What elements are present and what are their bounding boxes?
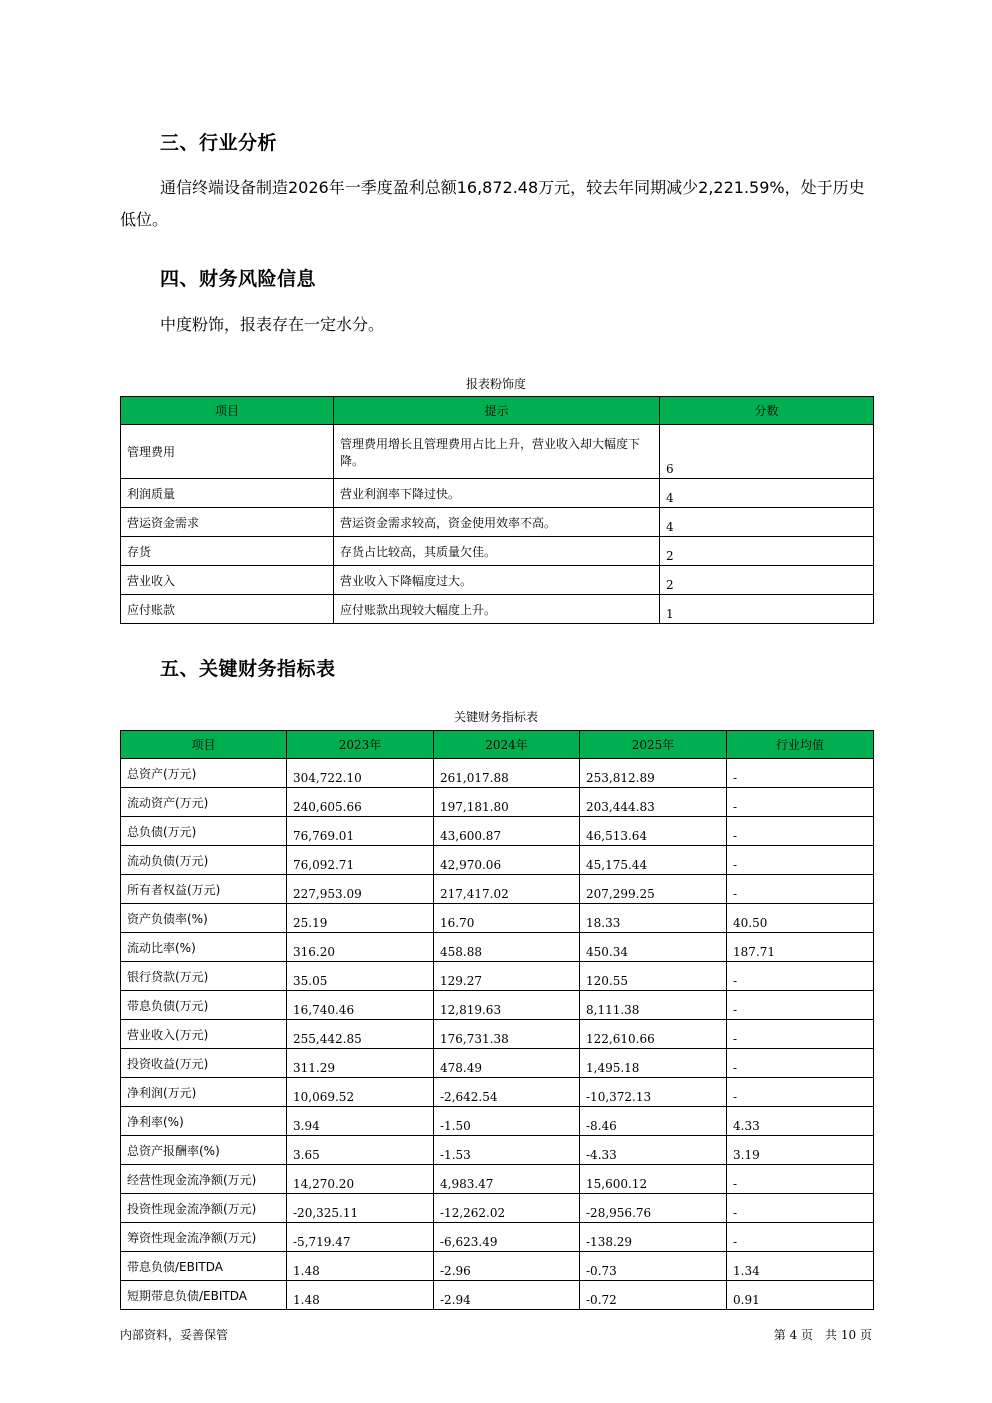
table-cell: 8,111.38	[580, 991, 727, 1020]
table-cell: -	[727, 1194, 874, 1223]
table-cell: 15,600.12	[580, 1165, 727, 1194]
table-cell: 应付账款出现较大幅度上升。	[334, 595, 660, 624]
section3-heading: 三、行业分析	[160, 132, 278, 154]
table-cell: 利润质量	[121, 479, 334, 508]
table-row	[121, 991, 874, 1020]
page-suffix: 页	[859, 1328, 872, 1342]
table-cell: 3.65	[287, 1136, 434, 1165]
table-cell: 资产负债率(%)	[121, 904, 287, 933]
table-cell: -1.50	[434, 1107, 580, 1136]
table-cell: 450.34	[580, 933, 727, 962]
table-cell: 203,444.83	[580, 788, 727, 817]
table-cell: -8.46	[580, 1107, 727, 1136]
table-row	[121, 425, 874, 479]
table-cell: 42,970.06	[434, 846, 580, 875]
table-row	[121, 595, 874, 624]
table-cell: 营业收入	[121, 566, 334, 595]
table-cell: 带息负债/EBITDA	[121, 1252, 287, 1281]
table-cell: 0.91	[727, 1281, 874, 1310]
table-cell: 76,769.01	[287, 817, 434, 846]
table-row	[121, 788, 874, 817]
table-cell: -2.96	[434, 1252, 580, 1281]
table-row	[121, 1078, 874, 1107]
table-cell: 营业利润率下降过快。	[334, 479, 660, 508]
table-cell: 16,740.46	[287, 991, 434, 1020]
table-cell: 12,819.63	[434, 991, 580, 1020]
table-cell: -	[727, 1078, 874, 1107]
table-cell: 45,175.44	[580, 846, 727, 875]
table-cell: 1.34	[727, 1252, 874, 1281]
table-cell: 3.94	[287, 1107, 434, 1136]
table-header-row	[121, 731, 874, 759]
table-cell: -	[727, 1165, 874, 1194]
table-cell: -6,623.49	[434, 1223, 580, 1252]
table-cell: -	[727, 817, 874, 846]
footer-page-number	[774, 1326, 872, 1343]
table-cell: -	[727, 1020, 874, 1049]
table-header-row	[121, 397, 874, 425]
table-cell: 6	[660, 425, 874, 479]
table-cell: 投资性现金流净额(万元)	[121, 1194, 287, 1223]
table-row	[121, 875, 874, 904]
table-cell: -	[727, 759, 874, 788]
table-cell: -	[727, 1223, 874, 1252]
industry-analysis-paragraph: 通信终端设备制造2026年一季度盈利总额16,872.48万元，较去年同期减少2,221.59%，处于历史低位。	[120, 178, 865, 229]
column-header: 2023年	[287, 731, 434, 759]
table-cell: -	[727, 875, 874, 904]
table-cell: 46,513.64	[580, 817, 727, 846]
column-header: 项目	[121, 397, 334, 425]
table-cell: 总负债(万元)	[121, 817, 287, 846]
table-cell: 所有者权益(万元)	[121, 875, 287, 904]
table-row	[121, 1049, 874, 1078]
whitewash-table	[120, 396, 874, 624]
table-cell: -	[727, 846, 874, 875]
table-cell: 4	[660, 479, 874, 508]
table-cell: -1.53	[434, 1136, 580, 1165]
table-cell: 2	[660, 537, 874, 566]
footer-confidential-note: 内部资料，妥善保管	[120, 1328, 229, 1342]
table-cell: 120.55	[580, 962, 727, 991]
table-cell: 253,812.89	[580, 759, 727, 788]
table-row	[121, 1165, 874, 1194]
table-cell: 管理费用增长且管理费用占比上升，营业收入却大幅度下降。	[334, 425, 660, 479]
table-cell: -	[727, 788, 874, 817]
table-cell: 4,983.47	[434, 1165, 580, 1194]
table-cell: 4.33	[727, 1107, 874, 1136]
table-cell: 217,417.02	[434, 875, 580, 904]
page-total: 10	[840, 1328, 857, 1342]
table-cell: 25.19	[287, 904, 434, 933]
table-cell: 1.48	[287, 1252, 434, 1281]
table-cell: 478.49	[434, 1049, 580, 1078]
table-cell: 应付账款	[121, 595, 334, 624]
column-header: 2024年	[434, 731, 580, 759]
table-cell: -2.94	[434, 1281, 580, 1310]
table-cell: 458.88	[434, 933, 580, 962]
column-header: 2025年	[580, 731, 727, 759]
table-cell: 1.48	[287, 1281, 434, 1310]
table-cell: 3.19	[727, 1136, 874, 1165]
table-row	[121, 566, 874, 595]
table-row	[121, 1281, 874, 1310]
table-cell: 129.27	[434, 962, 580, 991]
table-cell: 流动资产(万元)	[121, 788, 287, 817]
table-cell: 311.29	[287, 1049, 434, 1078]
table-cell: 1	[660, 595, 874, 624]
table-cell: 10,069.52	[287, 1078, 434, 1107]
table-row	[121, 962, 874, 991]
table-row	[121, 1136, 874, 1165]
risk-summary-paragraph: 中度粉饰，报表存在一定水分。	[160, 315, 385, 334]
table-row	[121, 933, 874, 962]
table-cell: 261,017.88	[434, 759, 580, 788]
table-row	[121, 537, 874, 566]
table-row	[121, 1252, 874, 1281]
table-cell: 304,722.10	[287, 759, 434, 788]
table-cell: -	[727, 962, 874, 991]
column-header: 提示	[334, 397, 660, 425]
table-cell: -	[727, 991, 874, 1020]
table-cell: 短期带息负债/EBITDA	[121, 1281, 287, 1310]
page-prefix: 第	[773, 1328, 786, 1342]
table-cell: 40.50	[727, 904, 874, 933]
table-cell: 经营性现金流净额(万元)	[121, 1165, 287, 1194]
table-row	[121, 1223, 874, 1252]
table-row	[121, 479, 874, 508]
column-header: 行业均值	[727, 731, 874, 759]
table-cell: -4.33	[580, 1136, 727, 1165]
table-cell: -0.72	[580, 1281, 727, 1310]
table-cell: 122,610.66	[580, 1020, 727, 1049]
table-cell: -0.73	[580, 1252, 727, 1281]
table-row	[121, 759, 874, 788]
table-cell: -5,719.47	[287, 1223, 434, 1252]
table-cell: 35.05	[287, 962, 434, 991]
table-cell: 营业收入下降幅度过大。	[334, 566, 660, 595]
table-cell: 银行贷款(万元)	[121, 962, 287, 991]
table-row	[121, 817, 874, 846]
table-cell: 4	[660, 508, 874, 537]
table-cell: 营业收入(万元)	[121, 1020, 287, 1049]
table-cell: 18.33	[580, 904, 727, 933]
whitewash-table-caption: 报表粉饰度	[465, 377, 526, 391]
table-cell: -138.29	[580, 1223, 727, 1252]
table-cell: 14,270.20	[287, 1165, 434, 1194]
table-cell: 总资产报酬率(%)	[121, 1136, 287, 1165]
table-cell: 255,442.85	[287, 1020, 434, 1049]
table-row	[121, 508, 874, 537]
table-cell: 流动比率(%)	[121, 933, 287, 962]
table-cell: 存货	[121, 537, 334, 566]
table-cell: 存货占比较高，其质量欠佳。	[334, 537, 660, 566]
table-cell: 营运资金需求较高，资金使用效率不高。	[334, 508, 660, 537]
table-cell: -12,262.02	[434, 1194, 580, 1223]
table-cell: -	[727, 1049, 874, 1078]
column-header: 项目	[121, 731, 287, 759]
section4-heading: 四、财务风险信息	[160, 268, 317, 290]
table-cell: 43,600.87	[434, 817, 580, 846]
table-cell: 227,953.09	[287, 875, 434, 904]
table-row	[121, 904, 874, 933]
table-cell: 197,181.80	[434, 788, 580, 817]
table-cell: 187.71	[727, 933, 874, 962]
indicator-table	[120, 730, 874, 1310]
page-mid: 页 共	[801, 1328, 838, 1342]
table-cell: 流动负债(万元)	[121, 846, 287, 875]
table-row	[121, 1107, 874, 1136]
table-cell: -28,956.76	[580, 1194, 727, 1223]
column-header: 分数	[660, 397, 874, 425]
table-row	[121, 1020, 874, 1049]
table-cell: 240,605.66	[287, 788, 434, 817]
table-row	[121, 846, 874, 875]
table-cell: 16.70	[434, 904, 580, 933]
section5-heading: 五、关键财务指标表	[160, 658, 336, 680]
table-cell: -20,325.11	[287, 1194, 434, 1223]
table-cell: 1,495.18	[580, 1049, 727, 1078]
table-cell: -10,372.13	[580, 1078, 727, 1107]
table-cell: 管理费用	[121, 425, 334, 479]
table-cell: 净利润(万元)	[121, 1078, 287, 1107]
page-current: 4	[789, 1328, 798, 1342]
table-cell: 带息负债(万元)	[121, 991, 287, 1020]
table-cell: 207,299.25	[580, 875, 727, 904]
table-cell: 投资收益(万元)	[121, 1049, 287, 1078]
indicator-table-caption: 关键财务指标表	[453, 710, 538, 724]
table-cell: -2,642.54	[434, 1078, 580, 1107]
table-row	[121, 1194, 874, 1223]
table-cell: 净利率(%)	[121, 1107, 287, 1136]
table-cell: 总资产(万元)	[121, 759, 287, 788]
table-cell: 筹资性现金流净额(万元)	[121, 1223, 287, 1252]
table-cell: 76,092.71	[287, 846, 434, 875]
table-cell: 316.20	[287, 933, 434, 962]
table-cell: 2	[660, 566, 874, 595]
table-cell: 营运资金需求	[121, 508, 334, 537]
table-cell: 176,731.38	[434, 1020, 580, 1049]
